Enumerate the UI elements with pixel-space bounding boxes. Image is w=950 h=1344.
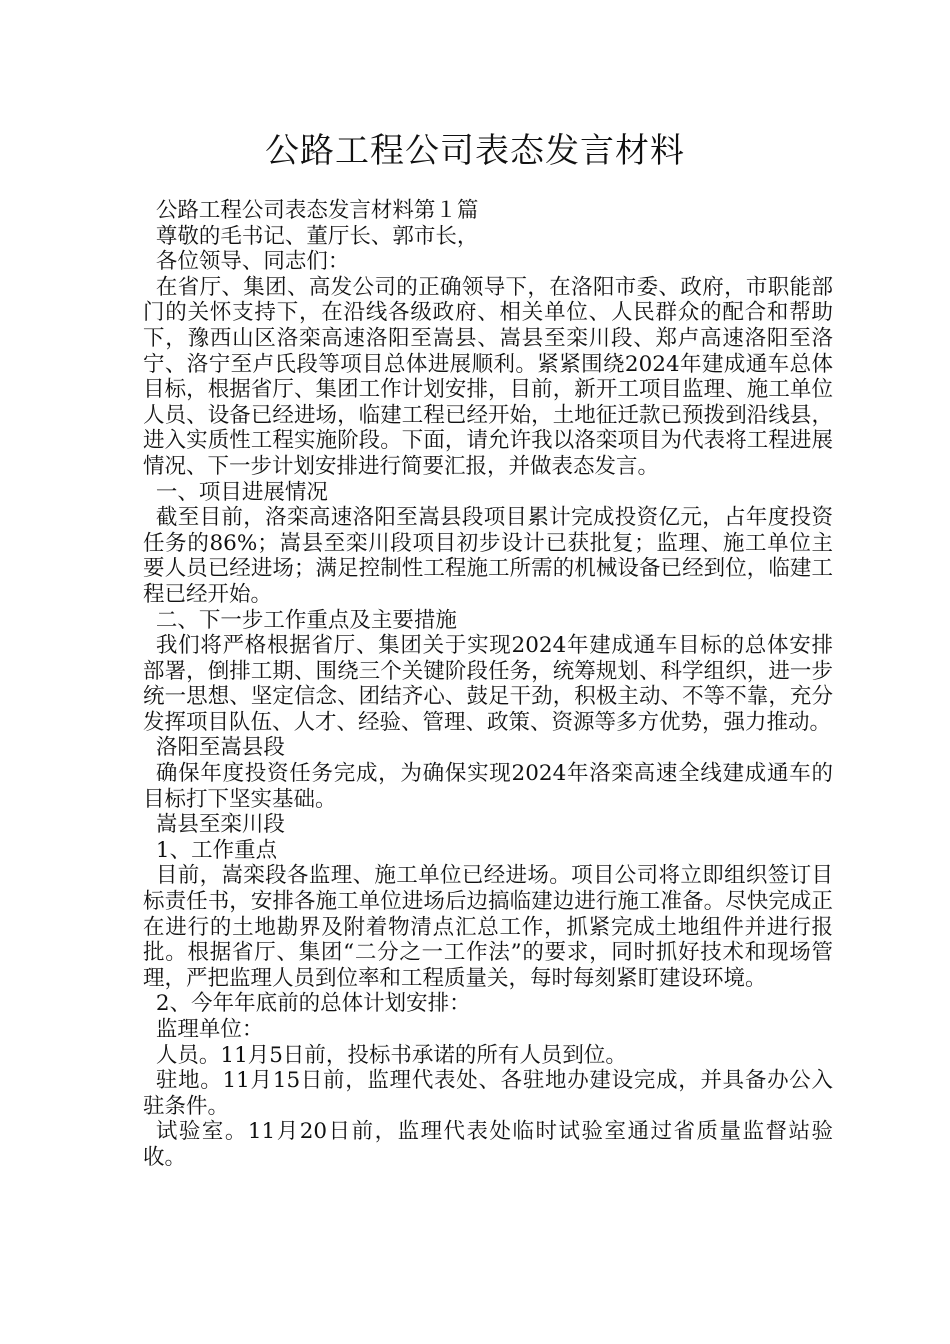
- paragraph: 人员。11月5日前，投标书承诺的所有人员到位。: [155, 1042, 627, 1068]
- paragraph: 在省厅、集团、高发公司的正确领导下，在洛阳市委、政府，市职能部门的关怀支持下，在沿线各级政府、相关单位、人民群众的配合和帮助下，豫西山区洛栾高速洛阳至嵩县、嵩县至栾川段、郑卢高速洛阳至洛宁、洛宁至卢氏段等项目总体进展顺利。紧紧围绕2024年建成通车总体目标，根据省厅、集团工作计划安排，目前，新开工项目监理、施工单位人员、设备已经进场，临建工程已经开始，土地征迁款已预拨到沿线县，进入实质性工程实施阶段。下面，请允许我以洛栾项目为代表将工程进展情况、下一步计划安排进行简要汇报，并做表态发言。: [143, 274, 833, 479]
- paragraph-salutation: 尊敬的毛书记、董厅长、郭市长，: [155, 223, 479, 249]
- document-title: 公路工程公司表态发言材料: [265, 131, 685, 171]
- paragraph: 试验室。11月20日前，监理代表处临时试验室通过省质量监督站验收。: [143, 1119, 833, 1170]
- document-body: [143, 198, 833, 1171]
- subsection-heading: 嵩县至栾川段: [155, 812, 285, 838]
- paragraph: 目前，嵩栾段各监理、施工单位已经进场。项目公司将立即组织签订目标责任书，安排各施工单位进场后边搞临建边进行施工准备。尽快完成正在进行的土地勘界及附着物清点汇总工作，抓紧完成土地组件并进行报批。根据省厅、集团“二分之一工作法”的要求，同时抓好技术和现场管理，严把监理人员到位率和工程质量关，每时每刻紧盯建设环境。: [143, 863, 833, 991]
- paragraph: 我们将严格根据省厅、集团关于实现2024年建成通车目标的总体安排部署，倒排工期、围绕三个关键阶段任务，统筹规划、科学组织，进一步统一思想、坚定信念、团结齐心、鼓足干劲，积极主动、不等不靠，充分发挥项目队伍、人才、经验、管理、政策、资源等多方优势，强力推动。: [143, 633, 833, 735]
- section-heading: 二、下一步工作重点及主要措施: [155, 607, 457, 633]
- section-heading: 一、项目进展情况: [155, 479, 328, 505]
- subsection-heading: 洛阳至嵩县段: [155, 735, 285, 761]
- paragraph: 监理单位：: [155, 1017, 264, 1042]
- list-heading: 1、工作重点: [155, 837, 278, 863]
- paragraph: 截至目前，洛栾高速洛阳至嵩县段项目累计完成投资亿元，占年度投资任务的86%；嵩县至栾川段项目初步设计已获批复；监理、施工单位主要人员已经进场；满足控制性工程施工所需的机械设备已经到位，临建工程已经开始。: [143, 505, 833, 607]
- list-heading: 2、今年年底前的总体计划安排：: [155, 991, 471, 1017]
- paragraph: 确保年度投资任务完成，为确保实现2024年洛栾高速全线建成通车的目标打下坚实基础。: [143, 761, 833, 812]
- paragraph-salutation: 各位领导、同志们：: [155, 249, 350, 275]
- paragraph-heading: 公路工程公司表态发言材料第１篇: [155, 198, 479, 223]
- paragraph: 驻地。11月15日前，监理代表处、各驻地办建设完成，并具备办公入驻条件。: [143, 1068, 833, 1119]
